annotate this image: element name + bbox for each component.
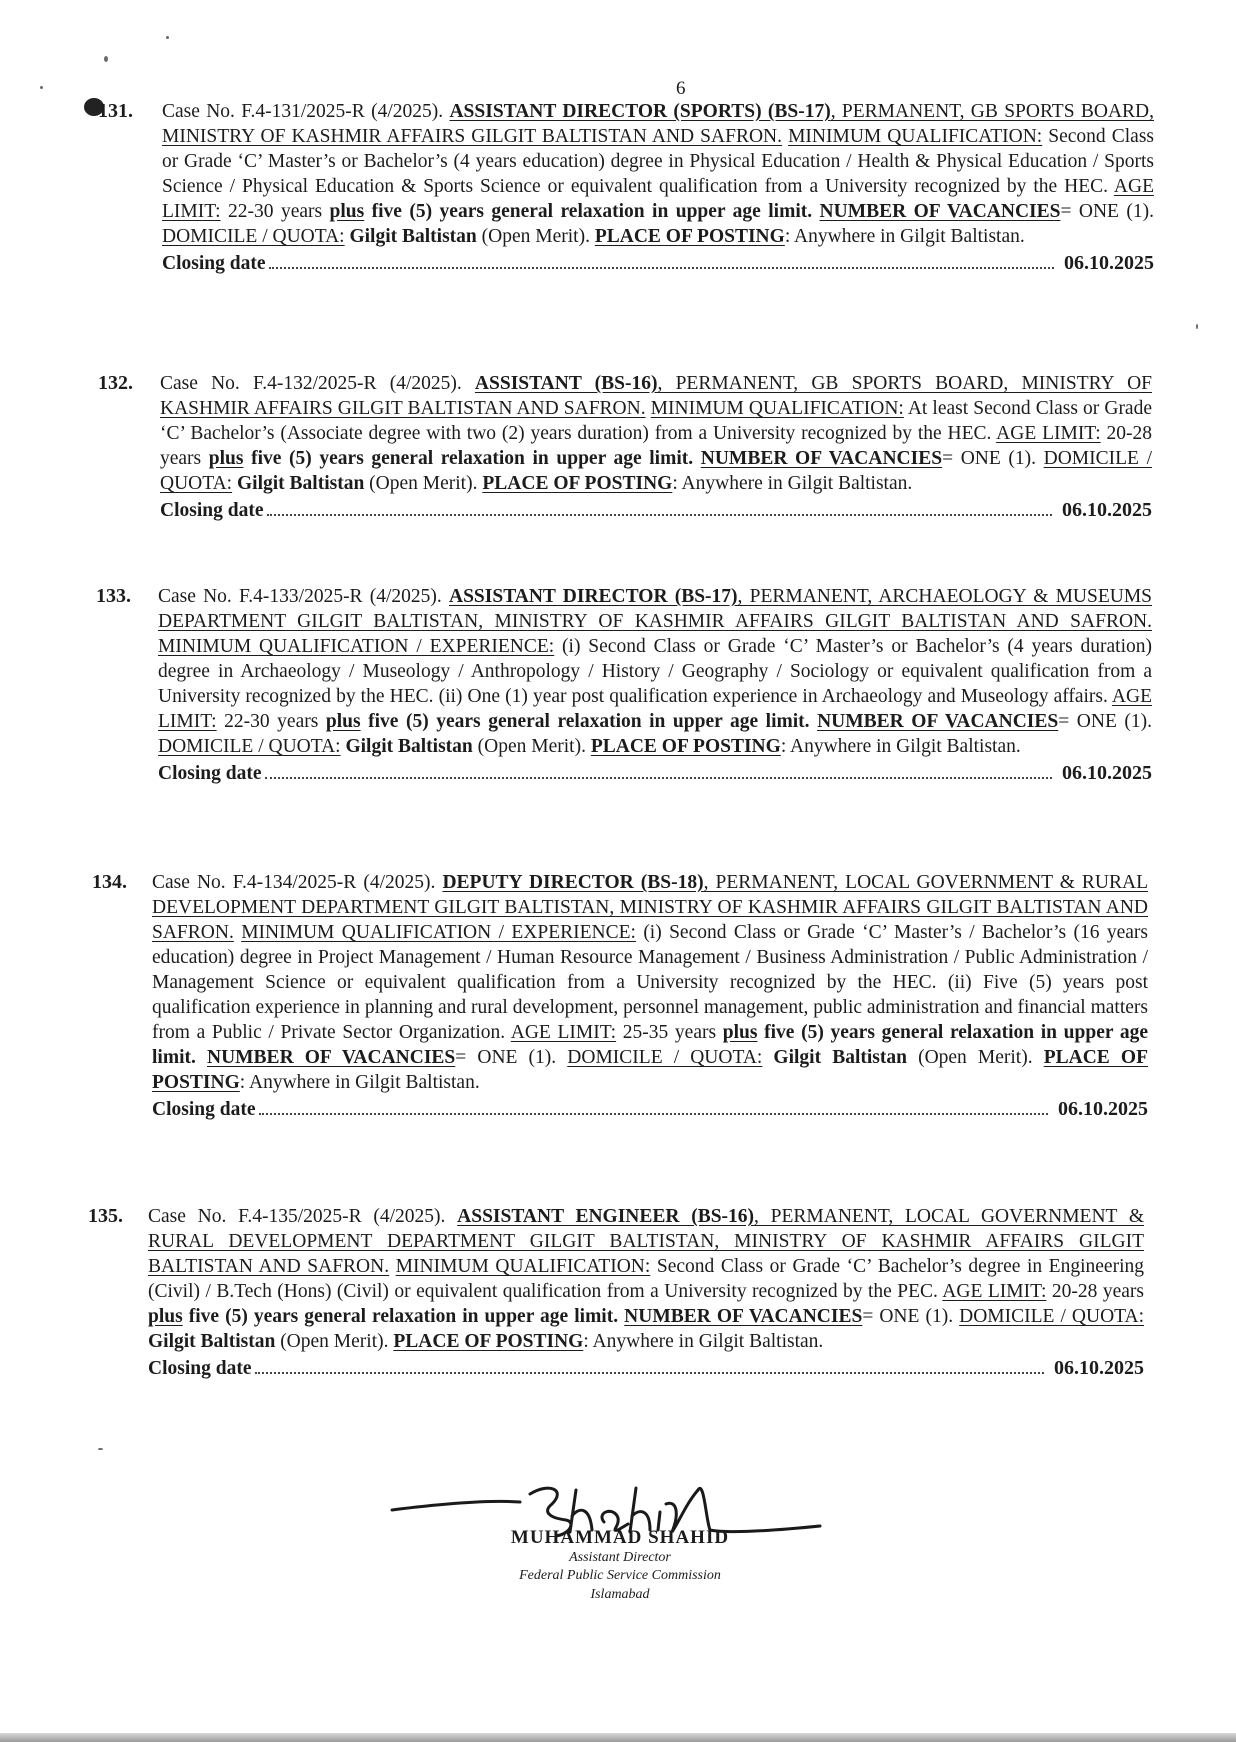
domicile-label: DOMICILE / QUOTA: xyxy=(567,1047,763,1068)
page-number: 6 xyxy=(676,78,686,99)
closing-date-value: 06.10.2025 xyxy=(1064,252,1154,274)
vacancies-value: = ONE (1). xyxy=(1060,201,1154,222)
scan-speck xyxy=(166,36,169,39)
posting-value: : Anywhere in Gilgit Baltistan. xyxy=(239,1072,480,1093)
plus-word: plus xyxy=(325,711,361,732)
department: , PERMANENT, ARCHAEOLOGY & MUSEUMS DEPARTMENT GILGIT BALTISTAN, MINISTRY OF KASHMIR AFFAIRS GILGIT BALTISTAN AND SAFRON. xyxy=(158,586,1153,632)
age-limit-label: AGE LIMIT: xyxy=(510,1022,617,1043)
closing-date-row xyxy=(152,1097,1148,1122)
posting-value: : Anywhere in Gilgit Baltistan. xyxy=(672,473,913,494)
plus-word: plus xyxy=(722,1022,758,1043)
case-number: Case No. F.4-132/2025-R (4/2025). xyxy=(160,373,462,394)
domicile-label: DOMICILE / QUOTA: xyxy=(158,736,341,757)
age-limit-label: AGE LIMIT: xyxy=(162,176,1154,222)
entry-number: 131. xyxy=(98,100,133,122)
qualification-label: MINIMUM QUALIFICATION: xyxy=(788,126,1043,147)
qualification: (i) Second Class or Grade ‘C’ Master’s or Bachelor’s (4 years duration) degree in Archaeology / Museology / Anthropology / History / Geography / Sociology or equivalent qualification from a University recognized by the HEC. (ii) One (1) year post qualification experience in Archaeology and Museology affairs. xyxy=(158,636,1152,707)
vacancies-value: = ONE (1). xyxy=(1058,711,1153,732)
entry-number: 135. xyxy=(88,1205,123,1227)
posting-value: : Anywhere in Gilgit Baltistan. xyxy=(784,226,1025,247)
post-title: DEPUTY DIRECTOR (BS-18) xyxy=(442,872,704,893)
age-relaxation: five (5) years general relaxation in upper age limit. xyxy=(364,201,813,222)
domicile-value: Gilgit Baltistan xyxy=(762,1047,907,1068)
entry-body xyxy=(162,99,1154,276)
post-title: ASSISTANT DIRECTOR (SPORTS) (BS-17) xyxy=(449,101,831,122)
domicile-value: Gilgit Baltistan xyxy=(148,1331,276,1352)
qualification: Second Class or Grade ‘C’ Master’s or Bachelor’s (4 years education) degree in Physical Education / Health & Physical Education / Sports Science / Physical Education & Sports Science or equivalent qualification from a University recognized by the HEC. xyxy=(162,126,1155,197)
qualification-label: MINIMUM QUALIFICATION: xyxy=(395,1256,651,1277)
age-range: 20-28 years xyxy=(160,423,1153,469)
scan-edge xyxy=(0,1733,1236,1742)
closing-date-value: 06.10.2025 xyxy=(1062,762,1152,784)
department: , PERMANENT, LOCAL GOVERNMENT & RURAL DEVELOPMENT DEPARTMENT GILGIT BALTISTAN, MINISTRY OF KASHMIR AFFAIRS GILGIT BALTISTAN AND SAFRON. xyxy=(152,872,1149,943)
posting-label: PLACE OF POSTING xyxy=(482,473,673,494)
scan-speck xyxy=(40,86,43,89)
case-number: Case No. F.4-134/2025-R (4/2025). xyxy=(152,872,436,893)
posting-label: PLACE OF POSTING xyxy=(152,1047,1148,1093)
case-number: Case No. F.4-131/2025-R (4/2025). xyxy=(162,101,444,122)
vacancies-label: NUMBER OF VACANCIES xyxy=(819,201,1061,222)
age-range: 20-28 years xyxy=(1046,1281,1144,1302)
age-range: 22-30 years xyxy=(216,711,326,732)
vacancies-value: = ONE (1). xyxy=(942,448,1044,469)
qualification: (i) Second Class or Grade ‘C’ Master’s / Bachelor’s (16 years education) degree in Project Management / Human Resource Management / Business Administration / Public Administration / Management Science or equivalent qualification from a University recognized by the HEC. (ii) Five (5) years post qualification experience in planning and rural development, personnel management, public administration and financial matters from a Public / Private Sector Organization. xyxy=(152,922,1149,1043)
domicile-value: Gilgit Baltistan xyxy=(344,226,477,247)
signatory-name: MUHAMMAD SHAHID xyxy=(510,1527,730,1548)
plus-word: plus xyxy=(148,1306,183,1327)
post-title: ASSISTANT (BS-16) xyxy=(474,373,658,394)
post-title: ASSISTANT ENGINEER (BS-16) xyxy=(457,1206,755,1227)
qualification: At least Second Class or Grade ‘C’ Bachelor’s (Associate degree with two (2) years duration) from a University recognized by the HEC. xyxy=(160,398,1152,444)
signatory-designation: Assistant Director xyxy=(569,1550,671,1565)
scan-speck xyxy=(1196,324,1198,329)
qualification-label: MINIMUM QUALIFICATION: xyxy=(650,398,904,419)
age-range: 25-35 years xyxy=(616,1022,723,1043)
age-relaxation: five (5) years general relaxation in upper age limit. xyxy=(152,1022,1148,1068)
age-limit-label: AGE LIMIT: xyxy=(942,1281,1047,1302)
vacancies-label: NUMBER OF VACANCIES xyxy=(206,1047,456,1068)
closing-date-value: 06.10.2025 xyxy=(1054,1357,1144,1379)
closing-date-row xyxy=(158,761,1152,786)
qualification-label: MINIMUM QUALIFICATION / EXPERIENCE: xyxy=(158,636,555,657)
scan-speck xyxy=(98,1448,103,1450)
signatory-organization: Federal Public Service Commission xyxy=(519,1568,721,1583)
closing-date-row xyxy=(148,1356,1144,1381)
qualification: Second Class or Grade ‘C’ Bachelor’s degree in Engineering (Civil) / B.Tech (Hons) (Civil) or equivalent qualification from a University recognized by the PEC. xyxy=(148,1256,1144,1302)
entry-number: 133. xyxy=(96,585,131,607)
department: , PERMANENT, GB SPORTS BOARD, MINISTRY OF KASHMIR AFFAIRS GILGIT BALTISTAN AND SAFRON. xyxy=(160,373,1152,419)
department: , PERMANENT, GB SPORTS BOARD, MINISTRY OF KASHMIR AFFAIRS GILGIT BALTISTAN AND SAFRON. xyxy=(162,101,1154,147)
entry-number: 134. xyxy=(92,871,127,893)
leader-dots xyxy=(267,514,1052,516)
leader-dots xyxy=(265,777,1052,779)
case-number: Case No. F.4-133/2025-R (4/2025). xyxy=(158,586,442,607)
entry-body xyxy=(152,870,1148,1122)
signatory-city: Islamabad xyxy=(590,1587,650,1602)
posting-label: PLACE OF POSTING xyxy=(393,1331,584,1352)
posting-value: : Anywhere in Gilgit Baltistan. xyxy=(780,736,1021,757)
leader-dots xyxy=(259,1113,1048,1115)
age-relaxation: five (5) years general relaxation in upper age limit. xyxy=(243,448,694,469)
closing-date-value: 06.10.2025 xyxy=(1058,1098,1148,1120)
entry-body xyxy=(160,371,1152,523)
closing-date-row xyxy=(160,498,1152,523)
post-title: ASSISTANT DIRECTOR (BS-17) xyxy=(449,586,738,607)
domicile-label: DOMICILE / QUOTA: xyxy=(959,1306,1145,1327)
scan-speck xyxy=(104,56,108,62)
entry-body xyxy=(158,584,1152,786)
merit-type: (Open Merit). xyxy=(275,1331,394,1352)
leader-dots xyxy=(269,267,1054,269)
posting-label: PLACE OF POSTING xyxy=(594,226,785,247)
vacancies-label: NUMBER OF VACANCIES xyxy=(624,1306,863,1327)
entry-body xyxy=(148,1204,1144,1381)
vacancies-value: = ONE (1). xyxy=(862,1306,960,1327)
domicile-label: DOMICILE / QUOTA: xyxy=(162,226,345,247)
age-limit-label: AGE LIMIT: xyxy=(996,423,1101,444)
qualification-label: MINIMUM QUALIFICATION / EXPERIENCE: xyxy=(241,922,636,943)
domicile-value: Gilgit Baltistan xyxy=(340,736,473,757)
closing-date-value: 06.10.2025 xyxy=(1062,499,1152,521)
closing-date-label: Closing date xyxy=(152,1099,256,1120)
entry-number: 132. xyxy=(98,372,133,394)
leader-dots xyxy=(255,1372,1044,1374)
merit-type: (Open Merit). xyxy=(472,736,591,757)
closing-date-row xyxy=(162,251,1154,276)
age-limit-label: AGE LIMIT: xyxy=(158,686,1152,732)
department: , PERMANENT, LOCAL GOVERNMENT & RURAL DEVELOPMENT DEPARTMENT GILGIT BALTISTAN, MINISTRY OF KASHMIR AFFAIRS GILGIT BALTISTAN AND SAFRON. xyxy=(148,1206,1145,1277)
domicile-label: DOMICILE / QUOTA: xyxy=(160,448,1152,494)
merit-type: (Open Merit). xyxy=(906,1047,1044,1068)
closing-date-label: Closing date xyxy=(158,763,262,784)
domicile-value: Gilgit Baltistan xyxy=(232,473,365,494)
closing-date-label: Closing date xyxy=(148,1358,252,1379)
closing-date-label: Closing date xyxy=(162,253,266,274)
plus-word: plus xyxy=(208,448,244,469)
vacancies-label: NUMBER OF VACANCIES xyxy=(817,711,1059,732)
posting-label: PLACE OF POSTING xyxy=(590,736,781,757)
vacancies-value: = ONE (1). xyxy=(455,1047,568,1068)
posting-value: : Anywhere in Gilgit Baltistan. xyxy=(583,1331,824,1352)
age-range: 22-30 years xyxy=(220,201,330,222)
case-number: Case No. F.4-135/2025-R (4/2025). xyxy=(148,1206,446,1227)
merit-type: (Open Merit). xyxy=(476,226,595,247)
vacancies-label: NUMBER OF VACANCIES xyxy=(700,448,943,469)
age-relaxation: five (5) years general relaxation in upper age limit. xyxy=(182,1306,619,1327)
merit-type: (Open Merit). xyxy=(364,473,483,494)
age-relaxation: five (5) years general relaxation in upper age limit. xyxy=(360,711,810,732)
plus-word: plus xyxy=(329,201,365,222)
closing-date-label: Closing date xyxy=(160,500,264,521)
